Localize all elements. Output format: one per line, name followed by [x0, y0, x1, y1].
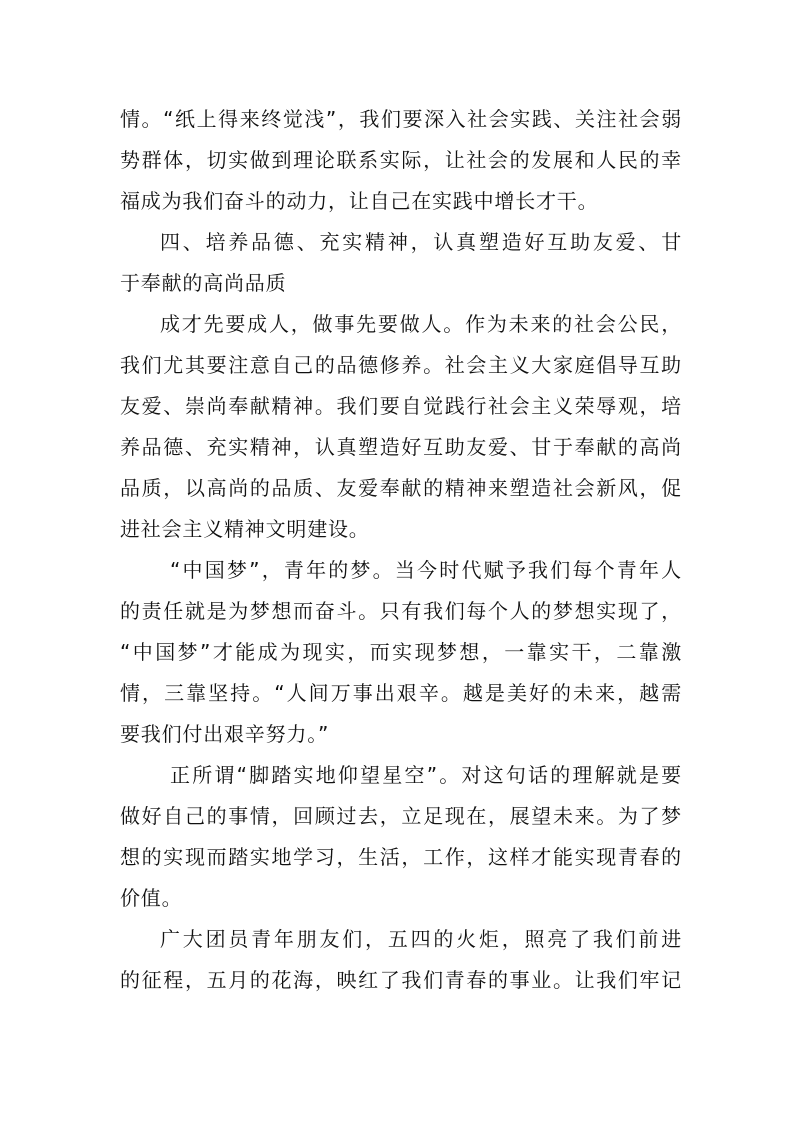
document-body	[120, 99, 682, 1001]
text-line: 的征程，五月的花海，映红了我们青春的事业。让我们牢记	[120, 968, 682, 992]
text-line: 情。“纸上得来终觉浅”，我们要深入社会实践、关注社会弱	[120, 107, 682, 131]
text-line: 我们尤其要注意自己的品德修养。社会主义大家庭倡导互助	[120, 353, 682, 377]
text-line: 的责任就是为梦想而奋斗。只有我们每个人的梦想实现了，	[120, 599, 682, 623]
text-line: 价值。	[120, 886, 183, 910]
text-line: 成才先要成人，做事先要做人。作为未来的社会公民，	[160, 312, 682, 336]
section-heading-line: 于奉献的高尚品质	[120, 271, 287, 295]
text-line: 友爱、崇尚奉献精神。我们要自觉践行社会主义荣辱观，培	[120, 394, 682, 418]
text-line: 养品德、充实精神，认真塑造好互助友爱、甘于奉献的高尚	[120, 435, 682, 459]
text-line: 广大团员青年朋友们，五四的火炬，照亮了我们前进	[160, 927, 682, 951]
text-line: 进社会主义精神文明建设。	[120, 517, 370, 541]
text-line: 品质，以高尚的品质、友爱奉献的精神来塑造社会新风，促	[120, 476, 682, 500]
text-line: 正所谓“脚踏实地仰望星空”。对这句话的理解就是要	[170, 763, 682, 787]
text-line: 福成为我们奋斗的动力，让自己在实践中增长才干。	[120, 189, 599, 213]
section-heading-line: 四、培养品德、充实精神，认真塑造好互助友爱、甘	[160, 230, 682, 254]
text-line: 做好自己的事情，回顾过去，立足现在，展望未来。为了梦	[120, 804, 682, 828]
text-line: 想的实现而踏实地学习，生活，工作，这样才能实现青春的	[120, 845, 682, 869]
text-line: “中国梦”才能成为现实，而实现梦想，一靠实干，二靠激	[120, 640, 682, 664]
text-line: 情，三靠坚持。“人间万事出艰辛。越是美好的未来，越需	[120, 681, 682, 705]
text-line: 势群体，切实做到理论联系实际，让社会的发展和人民的幸	[120, 148, 682, 172]
text-line: 要我们付出艰辛努力。”	[120, 722, 330, 746]
text-line: “中国梦”，青年的梦。当今时代赋予我们每个青年人	[170, 558, 682, 582]
